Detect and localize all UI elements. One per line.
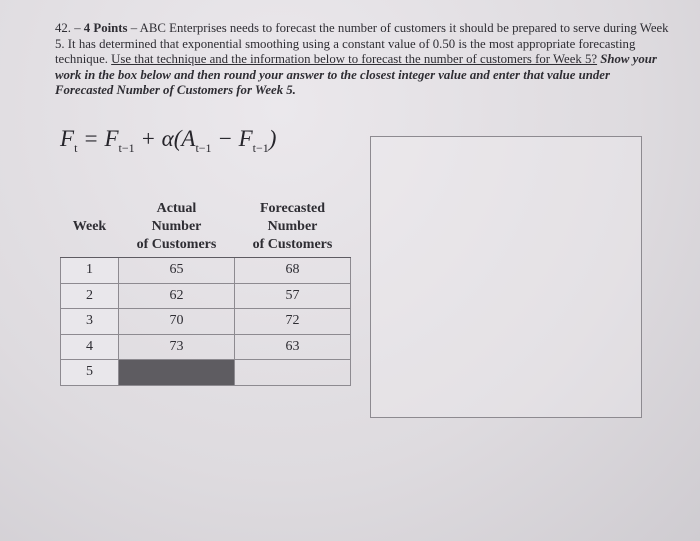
formula-f: F xyxy=(60,126,75,151)
work-answer-box[interactable] xyxy=(370,136,642,418)
forecast-cell: 72 xyxy=(235,309,351,335)
actual-cell: 65 xyxy=(119,258,235,284)
table-row xyxy=(61,309,351,335)
formula-alpha: α xyxy=(161,126,174,151)
header-forecast-line2: Number xyxy=(267,219,318,234)
formula-equals: = xyxy=(77,126,105,151)
formula-sub-t1-a: t−1 xyxy=(195,141,212,155)
header-week: Week xyxy=(61,197,119,258)
question-points: 4 Points xyxy=(83,21,128,35)
header-actual-line2: Number xyxy=(151,219,202,234)
formula-sub-t1: t−1 xyxy=(118,141,135,155)
week-cell: 1 xyxy=(61,258,119,284)
week-cell: 3 xyxy=(61,309,119,335)
table-header-row xyxy=(61,197,351,258)
formula-f-prev-2: F xyxy=(238,126,253,151)
table-row xyxy=(61,360,351,386)
actual-cell: 70 xyxy=(119,309,235,335)
actual-cell: 73 xyxy=(119,334,235,360)
question-instruction: Show your work in the box below and then round your answer to the closest integer value and enter that value under Forecasted Number of Customers for Week 5. xyxy=(55,52,657,98)
actual-cell-empty xyxy=(119,360,235,386)
header-actual-line1: Actual xyxy=(156,201,197,216)
formula-close-paren: ) xyxy=(268,126,277,151)
formula-minus: − xyxy=(211,126,239,151)
formula-sub-t: t xyxy=(74,141,78,155)
question-underlined: Use that technique and the information below to forecast the number of customers for Week 5? xyxy=(111,52,598,67)
forecast-answer-cell[interactable] xyxy=(235,360,351,386)
header-forecast xyxy=(235,197,351,258)
question-dash: – xyxy=(127,21,140,35)
actual-cell: 62 xyxy=(119,283,235,309)
table-row xyxy=(61,334,351,360)
formula-a: A xyxy=(181,126,196,151)
header-actual xyxy=(119,197,235,258)
week-cell: 5 xyxy=(61,360,119,386)
week-cell: 4 xyxy=(61,334,119,360)
forecast-cell: 63 xyxy=(235,334,351,360)
table-row xyxy=(61,283,351,309)
question-number: 42. – xyxy=(55,21,81,35)
exponential-smoothing-formula xyxy=(60,126,276,156)
week-cell: 2 xyxy=(61,283,119,309)
question-body: ABC Enterprises needs to forecast the number of customers it should be prepared to serve during Week 5. It has determined that exponential smoothing using a constant value of 0.50 is the most appropriate forecasting technique. xyxy=(55,21,669,67)
table-row xyxy=(61,258,351,284)
formula-plus: + xyxy=(134,126,162,151)
formula-f-prev: F xyxy=(104,126,119,151)
formula-sub-t1-f: t−1 xyxy=(252,141,269,155)
header-actual-line3: of Customers xyxy=(136,237,217,252)
header-forecast-line1: Forecasted xyxy=(259,201,326,216)
customer-data-table xyxy=(60,197,351,386)
question-text xyxy=(55,21,670,99)
formula-open-paren: ( xyxy=(173,126,182,151)
forecast-cell: 57 xyxy=(235,283,351,309)
forecast-cell: 68 xyxy=(235,258,351,284)
header-forecast-line3: of Customers xyxy=(252,237,333,252)
